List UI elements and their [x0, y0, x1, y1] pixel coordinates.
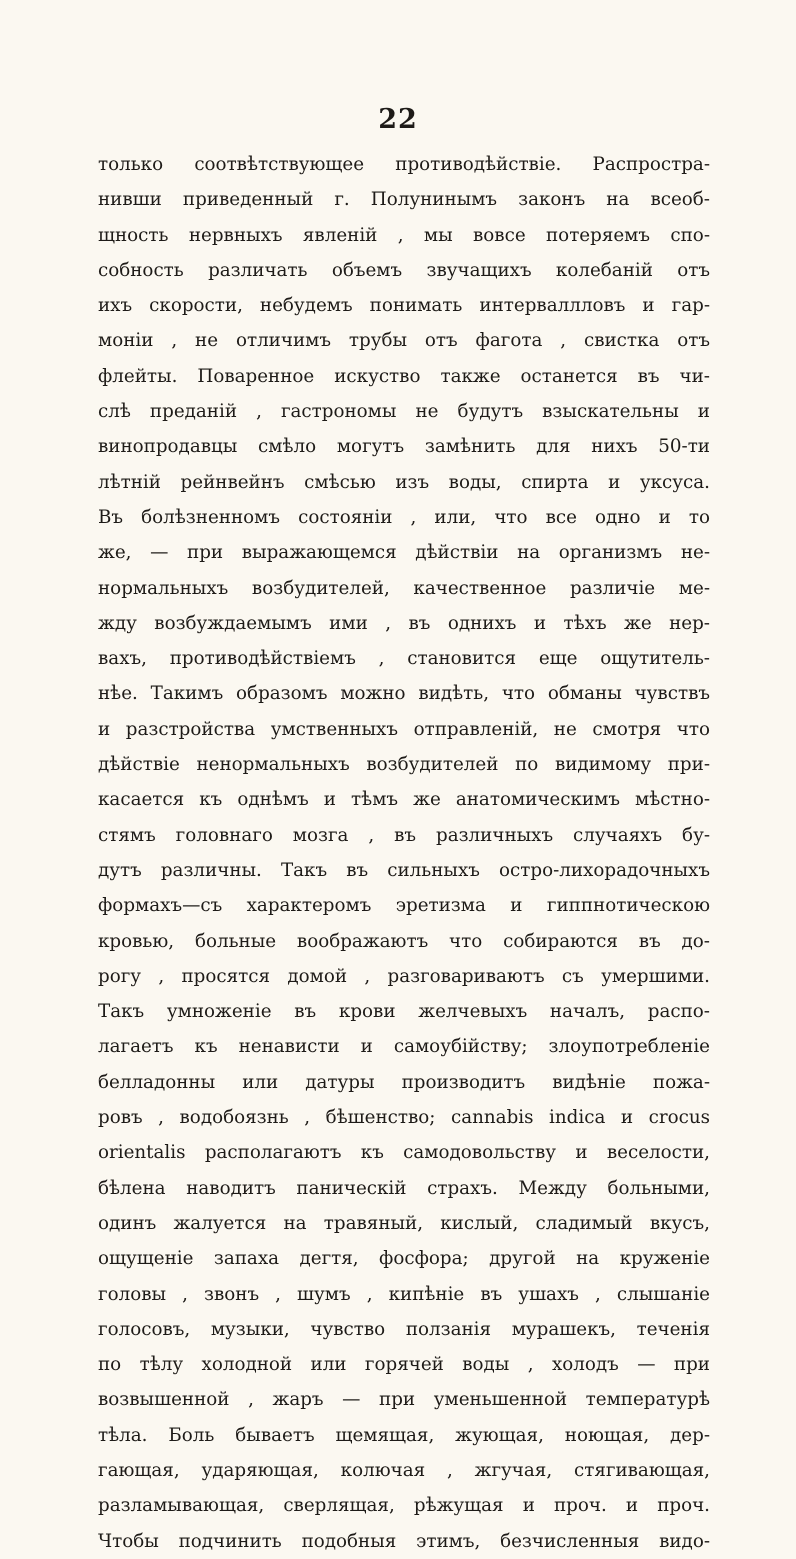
text-line: щность нервныхъ явленій , мы вовсе потеряемъ спо-	[98, 224, 710, 246]
text-line: винопродавцы смѣло могутъ замѣнить для нихъ 50-ти	[98, 436, 710, 458]
text-line: стямъ головнаго мозга , въ различныхъ случаяхъ бу-	[98, 824, 710, 846]
text-line: лагаетъ къ ненависти и самоубійству; злоупотребленіе	[98, 1036, 710, 1058]
text-line: и разстройства умственныхъ отправленій, не смотря что	[98, 718, 710, 740]
text-line: моніи , не отличимъ трубы отъ фагота , свистка отъ	[98, 330, 710, 352]
text-line: ощущеніе запаха дегтя, фосфора; другой на круженіе	[98, 1248, 710, 1270]
text-line: orientalis располагаютъ къ самодовольству и веселости,	[98, 1142, 710, 1164]
text-line: дѣйствіе ненормальныхъ возбудителей по видимому при-	[98, 754, 710, 776]
text-line: ровъ , водобоязнь , бѣшенство; cannabis indica и crocus	[98, 1107, 710, 1129]
text-line: жду возбуждаемымъ ими , въ однихъ и тѣхъ же нер-	[98, 612, 710, 634]
text-line: по тѣлу холодной или горячей воды , холодъ — при	[98, 1354, 710, 1376]
text-line: формахъ—съ характеромъ эретизма и гиппнотическою	[98, 895, 710, 917]
text-line: Въ болѣзненномъ состояніи , или, что все одно и то	[98, 506, 710, 528]
text-line: Такъ умноженіе въ крови желчевыхъ началъ, распо-	[98, 1001, 710, 1023]
text-line: касается къ однѣмъ и тѣмъ же анатомическимъ мѣстно-	[98, 789, 710, 811]
text-line: гающая, ударяющая, колючая , жгучая, стягивающая,	[98, 1459, 710, 1481]
text-line: нивши приведенный г. Полунинымъ законъ на всеоб-	[98, 189, 710, 211]
text-line: слѣ преданій , гастрономы не будутъ взыскательны и	[98, 401, 710, 423]
text-line: флейты. Поваренное искуство также останется въ чи-	[98, 365, 710, 387]
text-line: вахъ, противодѣйствіемъ , становится еще ощутитель-	[98, 648, 710, 670]
text-line: возвышенной , жаръ — при уменьшенной температурѣ	[98, 1389, 710, 1411]
text-line: голосовъ, музыки, чувство ползанія мурашекъ, теченія	[98, 1318, 710, 1340]
text-line: рогу , просятся домой , разговариваютъ съ умершими.	[98, 965, 710, 987]
text-line: одинъ жалуется на травяный, кислый, сладимый вкусъ,	[98, 1212, 710, 1234]
text-line: кровью, больные воображаютъ что собираются въ до-	[98, 930, 710, 952]
text-line: собность различать объемъ звучащихъ колебаній отъ	[98, 259, 710, 281]
body-text	[98, 147, 710, 1559]
page-number: 22	[378, 104, 418, 135]
text-line: ихъ скорости, небудемъ понимать интерваллловъ и гар-	[98, 295, 710, 317]
text-line: разламывающая, сверлящая, рѣжущая и проч. и проч.	[98, 1495, 710, 1517]
text-line: бѣлена наводитъ паническій страхъ. Между больными,	[98, 1177, 710, 1199]
text-line: тѣла. Боль бываетъ щемящая, жующая, ноющая, дер-	[98, 1424, 710, 1446]
text-line: только соотвѣтствующее противодѣйствіе. Распростра-	[98, 154, 710, 175]
text-line: лѣтній рейнвейнъ смѣсью изъ воды, спирта и уксуса.	[98, 471, 710, 493]
text-line: дутъ различны. Такъ въ сильныхъ остро-лихорадочныхъ	[98, 859, 710, 881]
text-line: Чтобы подчинить подобныя этимъ, безчисленныя видо-	[98, 1530, 710, 1552]
text-line: белладонны или датуры производитъ видѣніе пожа-	[98, 1071, 710, 1093]
text-line: нормальныхъ возбудителей, качественное различіе ме-	[98, 577, 710, 599]
text-line: нѣе. Такимъ образомъ можно видѣть, что обманы чувствъ	[98, 683, 710, 705]
text-line: головы , звонъ , шумъ , кипѣніе въ ушахъ , слышаніе	[98, 1283, 710, 1305]
text-line: же, — при выражающемся дѣйствіи на организмъ не-	[98, 542, 710, 564]
